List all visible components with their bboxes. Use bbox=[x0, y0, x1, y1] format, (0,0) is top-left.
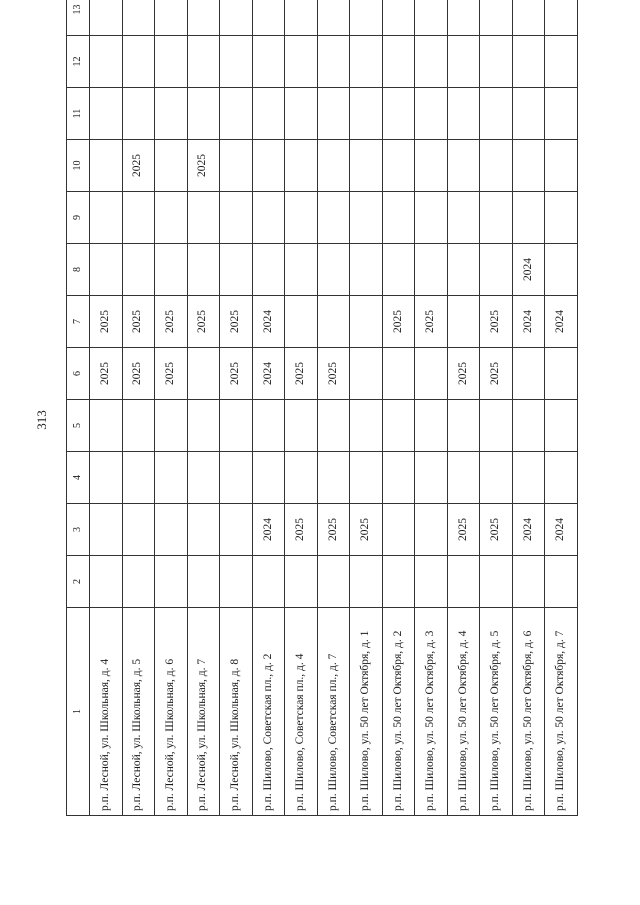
table-row bbox=[187, 0, 220, 816]
year-cell bbox=[155, 36, 188, 88]
column-header-11: 11 bbox=[67, 88, 90, 140]
column-header-4: 4 bbox=[67, 452, 90, 504]
year-cell bbox=[285, 36, 318, 88]
year-cell bbox=[252, 556, 285, 608]
year-cell: 2025 bbox=[285, 504, 318, 556]
year-cell: 2025 bbox=[480, 296, 513, 348]
year-cell bbox=[317, 192, 350, 244]
year-cell bbox=[90, 192, 123, 244]
year-cell bbox=[447, 400, 480, 452]
year-cell bbox=[415, 452, 448, 504]
year-cell bbox=[545, 0, 578, 36]
year-cell bbox=[90, 400, 123, 452]
year-cell bbox=[480, 452, 513, 504]
year-cell bbox=[447, 192, 480, 244]
year-cell bbox=[187, 556, 220, 608]
year-cell bbox=[350, 88, 383, 140]
year-cell: 2024 bbox=[512, 244, 545, 296]
year-cell bbox=[317, 556, 350, 608]
year-cell bbox=[285, 296, 318, 348]
year-cell bbox=[480, 192, 513, 244]
year-cell bbox=[350, 296, 383, 348]
year-cell bbox=[187, 452, 220, 504]
year-cell bbox=[415, 556, 448, 608]
schedule-table bbox=[66, 0, 578, 816]
year-cell bbox=[317, 452, 350, 504]
year-cell bbox=[350, 348, 383, 400]
column-header-12: 12 bbox=[67, 36, 90, 88]
year-cell: 2025 bbox=[447, 348, 480, 400]
column-header-6: 6 bbox=[67, 348, 90, 400]
address-cell: р.п. Шилово, Советская пл., д. 2 bbox=[252, 608, 285, 816]
year-cell bbox=[480, 88, 513, 140]
year-cell bbox=[285, 452, 318, 504]
year-cell: 2025 bbox=[317, 348, 350, 400]
year-cell bbox=[220, 452, 253, 504]
year-cell bbox=[252, 88, 285, 140]
year-cell bbox=[155, 88, 188, 140]
year-cell bbox=[480, 400, 513, 452]
year-cell bbox=[545, 556, 578, 608]
year-cell: 2024 bbox=[512, 504, 545, 556]
year-cell bbox=[90, 504, 123, 556]
year-cell: 2025 bbox=[415, 296, 448, 348]
address-cell: р.п. Лесной, ул. Школьная, д. 6 bbox=[155, 608, 188, 816]
year-cell: 2025 bbox=[480, 504, 513, 556]
year-cell: 2025 bbox=[90, 296, 123, 348]
year-cell bbox=[122, 192, 155, 244]
year-cell bbox=[350, 556, 383, 608]
year-cell bbox=[545, 452, 578, 504]
year-cell bbox=[350, 244, 383, 296]
column-header-2: 2 bbox=[67, 556, 90, 608]
year-cell bbox=[252, 0, 285, 36]
year-cell bbox=[415, 348, 448, 400]
year-cell bbox=[285, 192, 318, 244]
year-cell bbox=[415, 192, 448, 244]
year-cell bbox=[382, 452, 415, 504]
year-cell: 2025 bbox=[220, 296, 253, 348]
table-row bbox=[480, 0, 513, 816]
year-cell bbox=[155, 504, 188, 556]
year-cell bbox=[382, 244, 415, 296]
address-cell: р.п. Шилово, ул. 50 лет Октября, д. 6 bbox=[512, 608, 545, 816]
year-cell bbox=[382, 36, 415, 88]
year-cell bbox=[187, 0, 220, 36]
year-cell bbox=[155, 452, 188, 504]
year-cell bbox=[220, 504, 253, 556]
year-cell: 2025 bbox=[122, 348, 155, 400]
year-cell bbox=[382, 348, 415, 400]
year-cell bbox=[317, 36, 350, 88]
year-cell bbox=[187, 88, 220, 140]
year-cell bbox=[545, 244, 578, 296]
year-cell bbox=[480, 556, 513, 608]
table-row bbox=[122, 0, 155, 816]
year-cell bbox=[252, 244, 285, 296]
year-cell bbox=[155, 244, 188, 296]
table-row bbox=[220, 0, 253, 816]
address-cell: р.п. Лесной, ул. Школьная, д. 5 bbox=[122, 608, 155, 816]
year-cell: 2024 bbox=[252, 504, 285, 556]
year-cell bbox=[155, 400, 188, 452]
year-cell bbox=[382, 504, 415, 556]
year-cell bbox=[187, 400, 220, 452]
table-row bbox=[285, 0, 318, 816]
year-cell bbox=[285, 88, 318, 140]
year-cell: 2024 bbox=[545, 504, 578, 556]
column-header-1: 1 bbox=[67, 608, 90, 816]
year-cell bbox=[317, 140, 350, 192]
year-cell: 2025 bbox=[122, 296, 155, 348]
year-cell bbox=[220, 556, 253, 608]
year-cell bbox=[155, 192, 188, 244]
year-cell bbox=[90, 244, 123, 296]
address-cell: р.п. Шилово, Советская пл., д. 7 bbox=[317, 608, 350, 816]
year-cell bbox=[187, 244, 220, 296]
year-cell bbox=[187, 504, 220, 556]
year-cell bbox=[512, 192, 545, 244]
year-cell bbox=[512, 0, 545, 36]
year-cell bbox=[415, 244, 448, 296]
year-cell: 2025 bbox=[317, 504, 350, 556]
year-cell: 2025 bbox=[480, 348, 513, 400]
year-cell bbox=[545, 192, 578, 244]
year-cell bbox=[90, 452, 123, 504]
year-cell bbox=[545, 88, 578, 140]
rotated-table-frame bbox=[66, 4, 578, 816]
year-cell: 2025 bbox=[285, 348, 318, 400]
year-cell: 2024 bbox=[252, 296, 285, 348]
year-cell bbox=[382, 400, 415, 452]
year-cell bbox=[220, 192, 253, 244]
year-cell bbox=[512, 36, 545, 88]
year-cell bbox=[122, 452, 155, 504]
year-cell bbox=[317, 296, 350, 348]
year-cell bbox=[220, 88, 253, 140]
table-row bbox=[317, 0, 350, 816]
address-cell: р.п. Шилово, ул. 50 лет Октября, д. 1 bbox=[350, 608, 383, 816]
year-cell bbox=[90, 556, 123, 608]
table-row bbox=[252, 0, 285, 816]
year-cell bbox=[382, 88, 415, 140]
column-header-8: 8 bbox=[67, 244, 90, 296]
year-cell: 2025 bbox=[187, 296, 220, 348]
table-container bbox=[66, 4, 578, 816]
year-cell bbox=[545, 400, 578, 452]
year-cell bbox=[155, 556, 188, 608]
year-cell bbox=[350, 400, 383, 452]
year-cell bbox=[512, 348, 545, 400]
address-cell: р.п. Шилово, ул. 50 лет Октября, д. 4 bbox=[447, 608, 480, 816]
address-cell: р.п. Шилово, Советская пл., д. 4 bbox=[285, 608, 318, 816]
year-cell bbox=[122, 244, 155, 296]
address-cell: р.п. Шилово, ул. 50 лет Октября, д. 5 bbox=[480, 608, 513, 816]
year-cell bbox=[447, 556, 480, 608]
table-row bbox=[382, 0, 415, 816]
year-cell bbox=[122, 556, 155, 608]
table-row bbox=[90, 0, 123, 816]
year-cell bbox=[512, 452, 545, 504]
year-cell bbox=[415, 36, 448, 88]
year-cell bbox=[285, 140, 318, 192]
table-row bbox=[447, 0, 480, 816]
address-cell: р.п. Шилово, ул. 50 лет Октября, д. 2 bbox=[382, 608, 415, 816]
year-cell bbox=[317, 400, 350, 452]
year-cell bbox=[415, 0, 448, 36]
year-cell bbox=[317, 244, 350, 296]
year-cell: 2024 bbox=[252, 348, 285, 400]
table-row bbox=[512, 0, 545, 816]
year-cell bbox=[512, 400, 545, 452]
year-cell bbox=[90, 88, 123, 140]
page-number: 313 bbox=[34, 410, 49, 430]
table-row bbox=[415, 0, 448, 816]
year-cell bbox=[415, 88, 448, 140]
year-cell: 2025 bbox=[350, 504, 383, 556]
year-cell: 2025 bbox=[155, 296, 188, 348]
year-cell bbox=[447, 244, 480, 296]
table-body bbox=[90, 0, 578, 816]
year-cell bbox=[480, 140, 513, 192]
year-cell bbox=[220, 0, 253, 36]
table-row bbox=[350, 0, 383, 816]
year-cell bbox=[480, 0, 513, 36]
year-cell bbox=[252, 400, 285, 452]
year-cell bbox=[545, 140, 578, 192]
year-cell bbox=[155, 140, 188, 192]
year-cell bbox=[187, 36, 220, 88]
year-cell: 2025 bbox=[382, 296, 415, 348]
year-cell: 2025 bbox=[90, 348, 123, 400]
year-cell bbox=[382, 192, 415, 244]
year-cell bbox=[122, 400, 155, 452]
table-row bbox=[545, 0, 578, 816]
year-cell bbox=[285, 0, 318, 36]
year-cell bbox=[447, 36, 480, 88]
header-row bbox=[67, 0, 90, 816]
year-cell bbox=[122, 0, 155, 36]
year-cell bbox=[447, 452, 480, 504]
year-cell bbox=[415, 140, 448, 192]
year-cell bbox=[187, 348, 220, 400]
year-cell: 2024 bbox=[545, 296, 578, 348]
year-cell bbox=[90, 0, 123, 36]
year-cell bbox=[480, 244, 513, 296]
year-cell bbox=[285, 244, 318, 296]
year-cell bbox=[90, 140, 123, 192]
year-cell bbox=[220, 244, 253, 296]
address-cell: р.п. Лесной, ул. Школьная, д. 8 bbox=[220, 608, 253, 816]
year-cell: 2025 bbox=[155, 348, 188, 400]
year-cell: 2024 bbox=[512, 296, 545, 348]
year-cell bbox=[382, 140, 415, 192]
year-cell bbox=[545, 36, 578, 88]
column-header-5: 5 bbox=[67, 400, 90, 452]
year-cell bbox=[252, 36, 285, 88]
address-cell: р.п. Шилово, ул. 50 лет Октября, д. 7 bbox=[545, 608, 578, 816]
year-cell bbox=[480, 36, 513, 88]
year-cell bbox=[122, 36, 155, 88]
year-cell: 2025 bbox=[122, 140, 155, 192]
year-cell: 2025 bbox=[187, 140, 220, 192]
column-header-13: 13 bbox=[67, 0, 90, 36]
year-cell bbox=[512, 556, 545, 608]
year-cell: 2025 bbox=[220, 348, 253, 400]
year-cell bbox=[285, 400, 318, 452]
year-cell bbox=[447, 88, 480, 140]
year-cell bbox=[90, 36, 123, 88]
year-cell bbox=[447, 296, 480, 348]
address-cell: р.п. Лесной, ул. Школьная, д. 7 bbox=[187, 608, 220, 816]
year-cell bbox=[252, 452, 285, 504]
year-cell bbox=[382, 0, 415, 36]
year-cell bbox=[155, 0, 188, 36]
table-row bbox=[155, 0, 188, 816]
column-header-10: 10 bbox=[67, 140, 90, 192]
year-cell bbox=[512, 88, 545, 140]
year-cell bbox=[220, 36, 253, 88]
year-cell bbox=[252, 140, 285, 192]
year-cell: 2025 bbox=[447, 504, 480, 556]
year-cell bbox=[122, 504, 155, 556]
year-cell bbox=[382, 556, 415, 608]
address-cell: р.п. Шилово, ул. 50 лет Октября, д. 3 bbox=[415, 608, 448, 816]
year-cell bbox=[187, 192, 220, 244]
year-cell bbox=[512, 140, 545, 192]
column-header-3: 3 bbox=[67, 504, 90, 556]
year-cell bbox=[415, 504, 448, 556]
column-header-7: 7 bbox=[67, 296, 90, 348]
year-cell bbox=[350, 452, 383, 504]
year-cell bbox=[220, 140, 253, 192]
year-cell bbox=[447, 140, 480, 192]
year-cell bbox=[317, 88, 350, 140]
year-cell bbox=[122, 88, 155, 140]
year-cell bbox=[447, 0, 480, 36]
year-cell bbox=[545, 348, 578, 400]
year-cell bbox=[285, 556, 318, 608]
year-cell bbox=[252, 192, 285, 244]
year-cell bbox=[350, 192, 383, 244]
year-cell bbox=[350, 140, 383, 192]
year-cell bbox=[220, 400, 253, 452]
address-cell: р.п. Лесной, ул. Школьная, д. 4 bbox=[90, 608, 123, 816]
year-cell bbox=[350, 36, 383, 88]
year-cell bbox=[317, 0, 350, 36]
year-cell bbox=[415, 400, 448, 452]
year-cell bbox=[350, 0, 383, 36]
column-header-9: 9 bbox=[67, 192, 90, 244]
